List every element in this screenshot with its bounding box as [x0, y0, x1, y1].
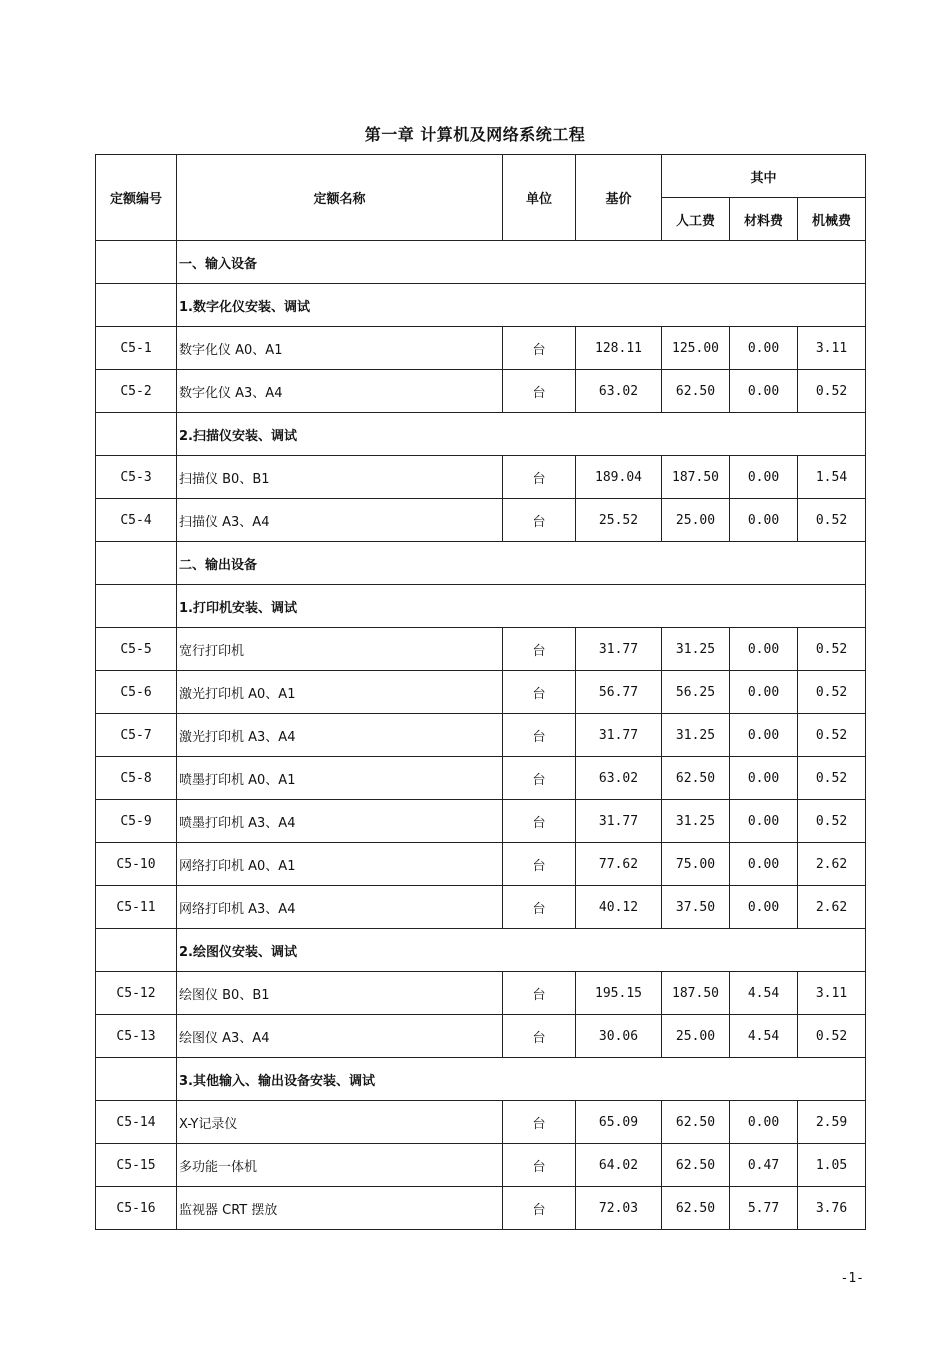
machine-cost-cell: 0.52: [798, 499, 866, 542]
quota-name-cell: 激光打印机 A0、A1: [177, 671, 503, 714]
labor-cost-cell: 75.00: [662, 843, 730, 886]
material-cost-cell: 0.00: [730, 843, 798, 886]
section-title: 1.打印机安装、调试: [177, 585, 866, 628]
quota-name-cell: X-Y记录仪: [177, 1101, 503, 1144]
quota-name-cell: 绘图仪 A3、A4: [177, 1015, 503, 1058]
unit-cell: 台: [503, 499, 576, 542]
machine-cost-cell: 1.54: [798, 456, 866, 499]
table-row: [96, 1015, 866, 1058]
table-row: [96, 671, 866, 714]
table-row: [96, 327, 866, 370]
machine-cost-cell: 0.52: [798, 671, 866, 714]
table-row: [96, 757, 866, 800]
unit-cell: 台: [503, 370, 576, 413]
material-cost-cell: 0.00: [730, 1101, 798, 1144]
base-price-cell: 31.77: [576, 714, 662, 757]
material-cost-cell: 0.00: [730, 886, 798, 929]
table-row: [96, 1187, 866, 1230]
machine-cost-cell: 0.52: [798, 757, 866, 800]
unit-cell: 台: [503, 843, 576, 886]
table-body: [96, 241, 866, 1230]
material-cost-cell: 4.54: [730, 1015, 798, 1058]
labor-cost-cell: 31.25: [662, 800, 730, 843]
base-price-cell: 128.11: [576, 327, 662, 370]
quota-code-cell: C5-9: [96, 800, 177, 843]
section-row: [96, 241, 866, 284]
machine-cost-cell: 2.59: [798, 1101, 866, 1144]
quota-code-cell: C5-1: [96, 327, 177, 370]
base-price-cell: 65.09: [576, 1101, 662, 1144]
section-title: 一、输入设备: [177, 241, 866, 284]
section-row: [96, 542, 866, 585]
section-row: [96, 1058, 866, 1101]
quota-table: [95, 154, 866, 1230]
header-material: 材料费: [730, 198, 798, 241]
section-code-cell: [96, 241, 177, 284]
unit-cell: 台: [503, 886, 576, 929]
base-price-cell: 31.77: [576, 800, 662, 843]
table-row: [96, 843, 866, 886]
quota-code-cell: C5-8: [96, 757, 177, 800]
unit-cell: 台: [503, 972, 576, 1015]
unit-cell: 台: [503, 628, 576, 671]
material-cost-cell: 0.00: [730, 628, 798, 671]
labor-cost-cell: 125.00: [662, 327, 730, 370]
base-price-cell: 30.06: [576, 1015, 662, 1058]
section-row: [96, 284, 866, 327]
table-row: [96, 972, 866, 1015]
quota-code-cell: C5-4: [96, 499, 177, 542]
unit-cell: 台: [503, 800, 576, 843]
section-title: 3.其他输入、输出设备安装、调试: [177, 1058, 866, 1101]
table-row: [96, 1101, 866, 1144]
base-price-cell: 63.02: [576, 370, 662, 413]
base-price-cell: 25.52: [576, 499, 662, 542]
labor-cost-cell: 62.50: [662, 1101, 730, 1144]
table-row: [96, 370, 866, 413]
base-price-cell: 64.02: [576, 1144, 662, 1187]
material-cost-cell: 0.00: [730, 499, 798, 542]
machine-cost-cell: 3.76: [798, 1187, 866, 1230]
machine-cost-cell: 3.11: [798, 327, 866, 370]
labor-cost-cell: 25.00: [662, 499, 730, 542]
quota-name-cell: 宽行打印机: [177, 628, 503, 671]
base-price-cell: 40.12: [576, 886, 662, 929]
unit-cell: 台: [503, 757, 576, 800]
labor-cost-cell: 62.50: [662, 757, 730, 800]
base-price-cell: 63.02: [576, 757, 662, 800]
quota-name-cell: 喷墨打印机 A3、A4: [177, 800, 503, 843]
quota-code-cell: C5-14: [96, 1101, 177, 1144]
header-base-price: 基价: [576, 155, 662, 241]
machine-cost-cell: 0.52: [798, 628, 866, 671]
section-title: 2.绘图仪安装、调试: [177, 929, 866, 972]
table-row: [96, 886, 866, 929]
labor-cost-cell: 187.50: [662, 456, 730, 499]
base-price-cell: 195.15: [576, 972, 662, 1015]
material-cost-cell: 0.00: [730, 800, 798, 843]
unit-cell: 台: [503, 327, 576, 370]
quota-name-cell: 多功能一体机: [177, 1144, 503, 1187]
machine-cost-cell: 2.62: [798, 886, 866, 929]
header-code: 定额编号: [96, 155, 177, 241]
base-price-cell: 77.62: [576, 843, 662, 886]
section-title: 2.扫描仪安装、调试: [177, 413, 866, 456]
section-row: [96, 413, 866, 456]
unit-cell: 台: [503, 456, 576, 499]
labor-cost-cell: 25.00: [662, 1015, 730, 1058]
quota-name-cell: 绘图仪 B0、B1: [177, 972, 503, 1015]
section-title: 1.数字化仪安装、调试: [177, 284, 866, 327]
unit-cell: 台: [503, 1101, 576, 1144]
material-cost-cell: 0.00: [730, 671, 798, 714]
labor-cost-cell: 31.25: [662, 628, 730, 671]
quota-code-cell: C5-2: [96, 370, 177, 413]
header-machine: 机械费: [798, 198, 866, 241]
header-unit: 单位: [503, 155, 576, 241]
base-price-cell: 189.04: [576, 456, 662, 499]
quota-name-cell: 喷墨打印机 A0、A1: [177, 757, 503, 800]
section-title: 二、输出设备: [177, 542, 866, 585]
labor-cost-cell: 62.50: [662, 1144, 730, 1187]
section-row: [96, 929, 866, 972]
quota-code-cell: C5-10: [96, 843, 177, 886]
material-cost-cell: 0.00: [730, 714, 798, 757]
machine-cost-cell: 3.11: [798, 972, 866, 1015]
unit-cell: 台: [503, 1144, 576, 1187]
machine-cost-cell: 0.52: [798, 1015, 866, 1058]
labor-cost-cell: 56.25: [662, 671, 730, 714]
labor-cost-cell: 37.50: [662, 886, 730, 929]
quota-code-cell: C5-11: [96, 886, 177, 929]
quota-code-cell: C5-12: [96, 972, 177, 1015]
quota-name-cell: 扫描仪 B0、B1: [177, 456, 503, 499]
labor-cost-cell: 187.50: [662, 972, 730, 1015]
table-row: [96, 456, 866, 499]
machine-cost-cell: 0.52: [798, 370, 866, 413]
labor-cost-cell: 62.50: [662, 1187, 730, 1230]
machine-cost-cell: 1.05: [798, 1144, 866, 1187]
quota-code-cell: C5-5: [96, 628, 177, 671]
unit-cell: 台: [503, 1015, 576, 1058]
quota-code-cell: C5-3: [96, 456, 177, 499]
material-cost-cell: 5.77: [730, 1187, 798, 1230]
table-row: [96, 499, 866, 542]
material-cost-cell: 0.00: [730, 370, 798, 413]
section-code-cell: [96, 1058, 177, 1101]
header-of-which: 其中: [662, 155, 866, 198]
table-row: [96, 628, 866, 671]
section-code-cell: [96, 585, 177, 628]
quota-code-cell: C5-7: [96, 714, 177, 757]
material-cost-cell: 0.00: [730, 327, 798, 370]
quota-name-cell: 扫描仪 A3、A4: [177, 499, 503, 542]
quota-name-cell: 数字化仪 A0、A1: [177, 327, 503, 370]
material-cost-cell: 0.00: [730, 456, 798, 499]
table-row: [96, 714, 866, 757]
section-code-cell: [96, 542, 177, 585]
quota-code-cell: C5-16: [96, 1187, 177, 1230]
quota-code-cell: C5-6: [96, 671, 177, 714]
table-header: [96, 155, 866, 241]
material-cost-cell: 4.54: [730, 972, 798, 1015]
material-cost-cell: 0.00: [730, 757, 798, 800]
unit-cell: 台: [503, 1187, 576, 1230]
page-title: 第一章 计算机及网络系统工程: [364, 125, 586, 144]
quota-code-cell: C5-13: [96, 1015, 177, 1058]
unit-cell: 台: [503, 671, 576, 714]
material-cost-cell: 0.47: [730, 1144, 798, 1187]
section-row: [96, 585, 866, 628]
header-labor: 人工费: [662, 198, 730, 241]
base-price-cell: 31.77: [576, 628, 662, 671]
base-price-cell: 56.77: [576, 671, 662, 714]
machine-cost-cell: 0.52: [798, 800, 866, 843]
base-price-cell: 72.03: [576, 1187, 662, 1230]
quota-name-cell: 网络打印机 A0、A1: [177, 843, 503, 886]
labor-cost-cell: 62.50: [662, 370, 730, 413]
quota-code-cell: C5-15: [96, 1144, 177, 1187]
quota-name-cell: 网络打印机 A3、A4: [177, 886, 503, 929]
table-row: [96, 800, 866, 843]
quota-name-cell: 数字化仪 A3、A4: [177, 370, 503, 413]
labor-cost-cell: 31.25: [662, 714, 730, 757]
header-name: 定额名称: [177, 155, 503, 241]
table-row: [96, 1144, 866, 1187]
section-code-cell: [96, 929, 177, 972]
section-code-cell: [96, 284, 177, 327]
machine-cost-cell: 2.62: [798, 843, 866, 886]
page-number: -1-: [840, 1271, 864, 1286]
quota-name-cell: 激光打印机 A3、A4: [177, 714, 503, 757]
quota-name-cell: 监视器 CRT 摆放: [177, 1187, 503, 1230]
section-code-cell: [96, 413, 177, 456]
unit-cell: 台: [503, 714, 576, 757]
machine-cost-cell: 0.52: [798, 714, 866, 757]
